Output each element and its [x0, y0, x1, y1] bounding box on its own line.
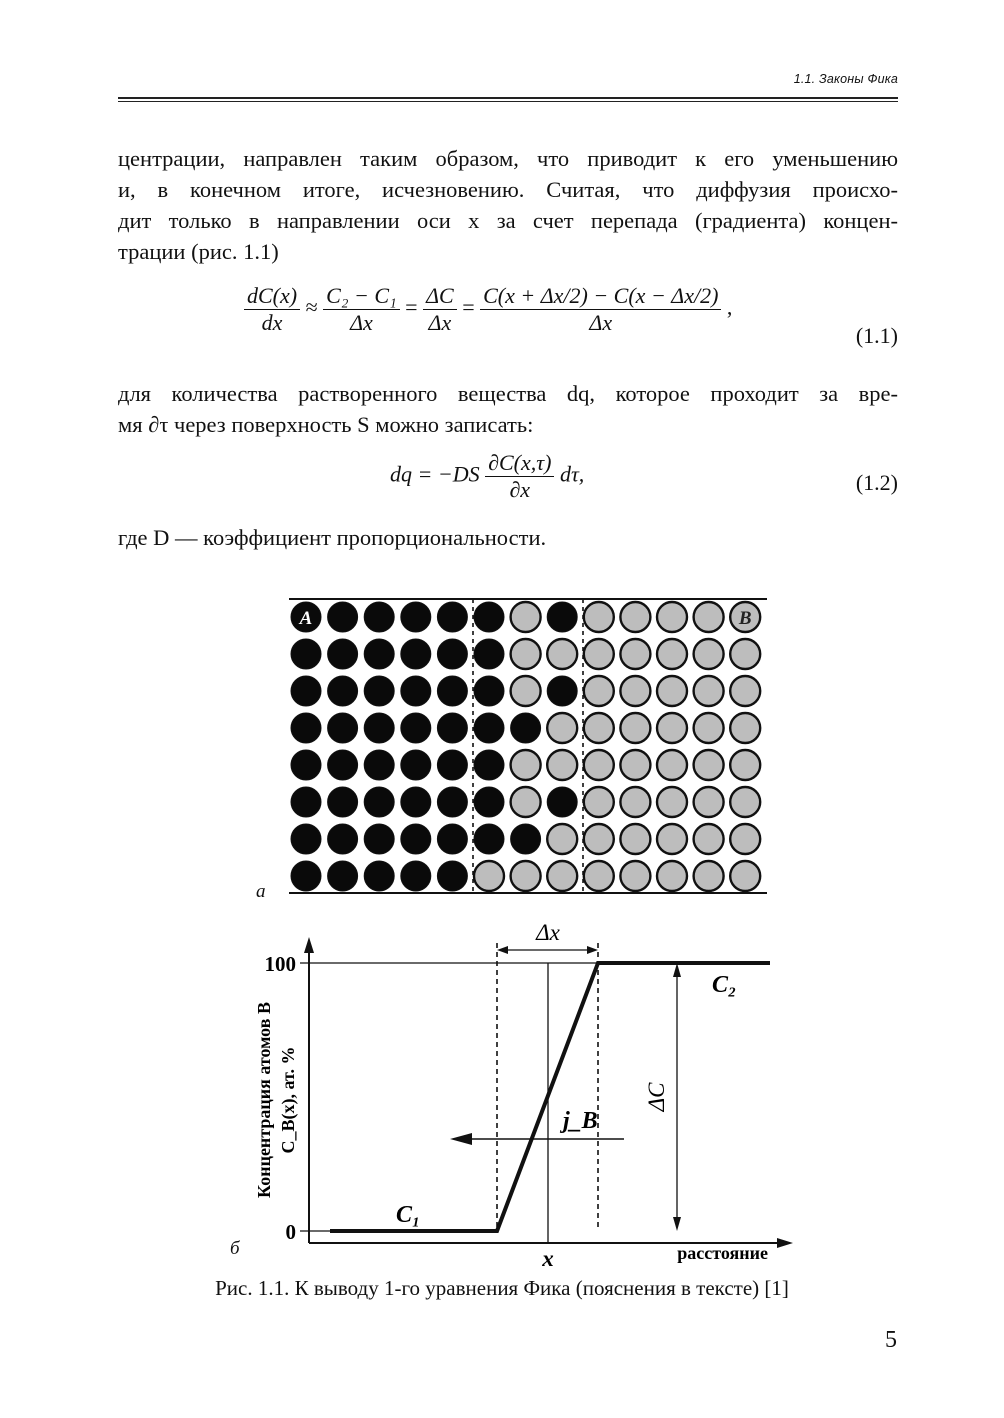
text-line: для количества растворенного вещества dq, которое проходит за вре-	[118, 381, 898, 406]
equals-sign: =	[462, 294, 475, 320]
delta-c-arrow-down-icon	[673, 1217, 681, 1231]
concentration-profile	[330, 963, 770, 1231]
fraction-numerator: ΔC	[423, 283, 457, 310]
fraction-numerator: dC(x)	[244, 283, 300, 310]
c2-label: C₂	[712, 972, 737, 998]
fraction-numerator: C₂ − C₁	[323, 283, 400, 310]
flux-arrow-head-icon	[450, 1133, 472, 1145]
text-line: мя ∂τ через поверхность S можно записать:	[118, 412, 534, 437]
fraction-numerator: C(x + Δx/2) − C(x − Δx/2)	[480, 283, 721, 310]
y-axis-title-line1: Концентрация атомов B	[254, 1002, 274, 1198]
fraction-numerator: ∂C(x,τ)	[485, 450, 554, 477]
figure-a-label: а	[256, 881, 266, 902]
figure-b-label: б	[230, 1238, 240, 1259]
text-line: где D — коэффициент пропорциональности.	[118, 525, 547, 550]
flux-label: j_B	[563, 1108, 598, 1134]
y-tick-0: 0	[285, 1220, 296, 1244]
delta-c-arrow-up-icon	[673, 963, 681, 977]
figure-caption: Рис. 1.1. К выводу 1-го уравнения Фика (пояснения в тексте) [1]	[215, 1276, 789, 1300]
fraction-denominator: Δx	[350, 310, 373, 335]
text-line: трации (рис. 1.1)	[118, 239, 279, 264]
delta-c-label: ΔC	[644, 1082, 669, 1112]
equals-sign: =	[405, 294, 418, 320]
atom-a-label: A	[299, 608, 313, 629]
delta-x-arrow-left-icon	[497, 946, 508, 954]
text-line: и, в конечном итоге, исчезновению. Считая, что диффузия происхо-	[118, 177, 898, 202]
fraction-denominator: Δx	[589, 310, 613, 335]
x-axis-title: расстояние	[677, 1243, 768, 1263]
y-tick-100: 100	[264, 952, 296, 976]
c1-label: C₁	[396, 1202, 421, 1228]
running-header: 1.1. Законы Фика	[793, 72, 898, 86]
page-number: 5	[885, 1327, 897, 1353]
y-axis-title-line2: C_B(x), ат. %	[278, 1046, 298, 1154]
equation-number: (1.2)	[855, 470, 898, 495]
equation-tail: dτ,	[559, 461, 585, 487]
x-marker-label: x	[542, 1246, 554, 1271]
text-line: центрации, направлен таким образом, что приводит к его уменьшению	[118, 146, 898, 171]
x-axis-arrow-icon	[777, 1238, 793, 1248]
fraction-denominator: ∂x	[509, 477, 531, 502]
atom-b-label: B	[738, 608, 752, 629]
equation-lhs: dq = −DS	[390, 461, 480, 487]
delta-x-label: Δx	[536, 920, 560, 945]
fraction-denominator: Δx	[428, 310, 452, 335]
comma: ,	[726, 294, 733, 320]
delta-x-arrow-right-icon	[587, 946, 598, 954]
equation-number: (1.1)	[855, 323, 898, 348]
y-axis-arrow-icon	[304, 937, 314, 953]
fraction-denominator: dx	[261, 310, 283, 335]
approx-sign: ≈	[305, 294, 318, 320]
text-line: дит только в направлении оси x за счет перепада (градиента) концен-	[118, 208, 898, 233]
